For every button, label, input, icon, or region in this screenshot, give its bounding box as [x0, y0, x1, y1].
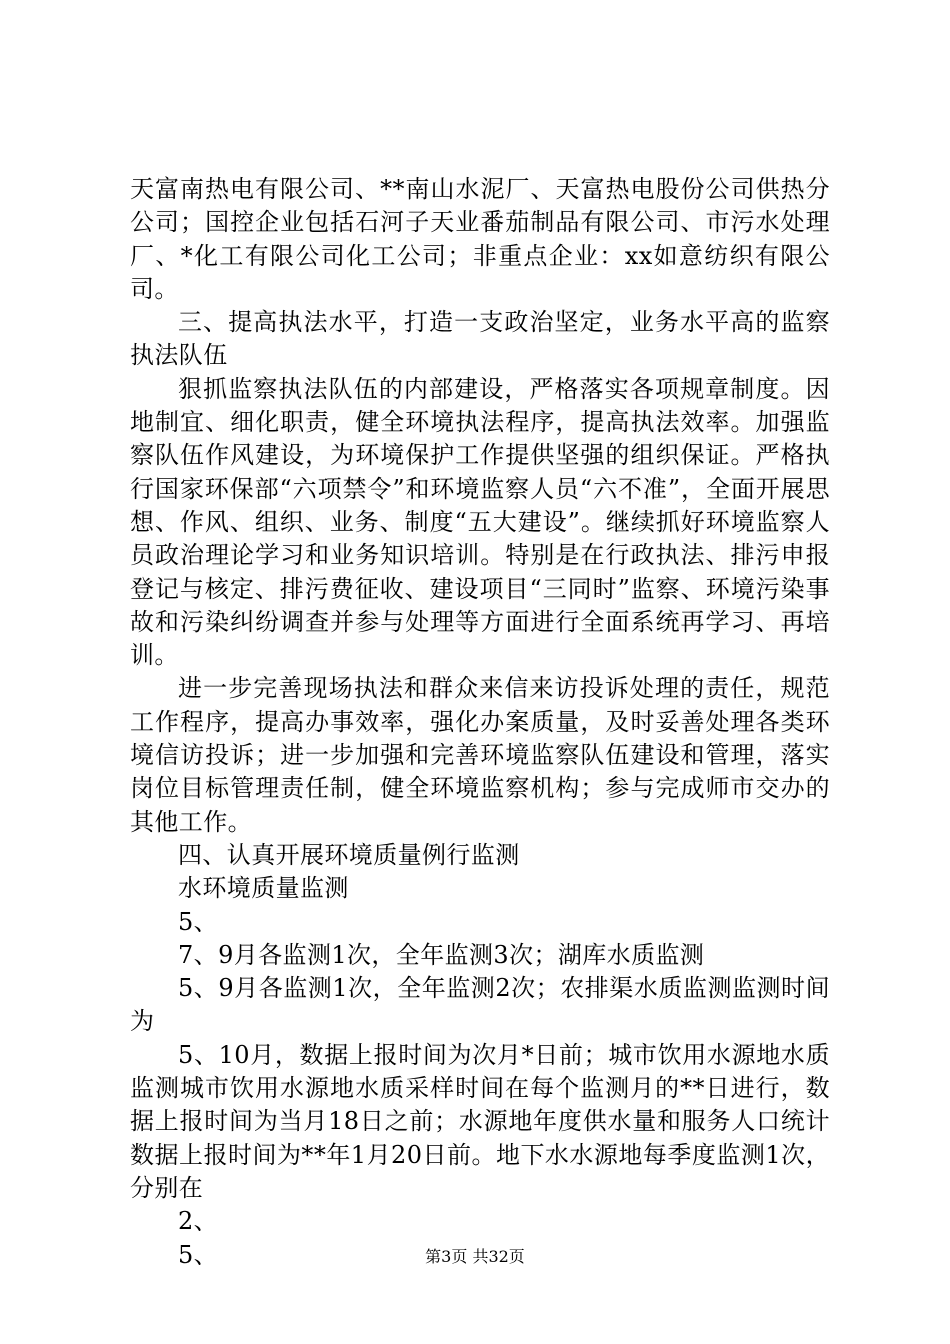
document-body [130, 173, 830, 1272]
list-item-5-end: 5、 [178, 1240, 219, 1269]
heading-section-three: 三、提高执法水平，打造一支政治坚定，业务水平高的监察执法队伍 [130, 308, 830, 370]
paragraph-monitoring-7-9: 7、9月各监测1次，全年监测3次；湖库水质监测 [178, 940, 705, 969]
paragraph-monitoring-5-9: 5、9月各监测1次，全年监测2次；农排渠水质监测监测时间为 [130, 974, 830, 1036]
paragraph-monitoring-5-10: 5、10月，数据上报时间为次月*日前；城市饮用水源地水质监测城市饮用水源地水质采样时间在每个监测月的**日进行，数据上报时间为当月18日之前；水源地年度供水量和服务人口统计数据上报时间为**年1月20日前。地下水水源地每季度监测1次，分别在 [130, 1040, 830, 1202]
paragraph-enterprise-list: 天富南热电有限公司、**南山水泥厂、天富热电股份公司供热分公司；国控企业包括石河子天业番茄制品有限公司、市污水处理厂、*化工有限公司化工公司；非重点企业：xx如意纺织有限公司。 [130, 175, 830, 303]
list-item-2: 2、 [178, 1207, 219, 1236]
paragraph-complaint-handling: 进一步完善现场执法和群众来信来访投诉处理的责任，规范工作程序，提高办事效率，强化办案质量，及时妥善处理各类环境信访投诉；进一步加强和完善环境监察队伍建设和管理，落实岗位目标管理责任制，健全环境监察机构；参与完成师市交办的其他工作。 [130, 674, 830, 836]
paragraph-team-building: 狠抓监察执法队伍的内部建设，严格落实各项规章制度。因地制宜、细化职责，健全环境执法程序，提高执法效率。加强监察队伍作风建设，为环境保护工作提供坚强的组织保证。严格执行国家环保部“六项禁令”和环境监察人员“六不准”，全面开展思想、作风、组织、业务、制度“五大建设”。继续抓好环境监察人员政治理论学习和业务知识培训。特别是在行政执法、排污申报登记与核定、排污费征收、建设项目“三同时”监察、环境污染事故和污染纠纷调查并参与处理等方面进行全面系统再学习、再培训。 [130, 374, 830, 670]
subheading-water-quality: 水环境质量监测 [178, 874, 349, 903]
page-footer: 第3页 共32页 [425, 1247, 525, 1266]
list-item-5: 5、 [178, 907, 219, 936]
heading-section-four: 四、认真开展环境质量例行监测 [178, 840, 520, 869]
